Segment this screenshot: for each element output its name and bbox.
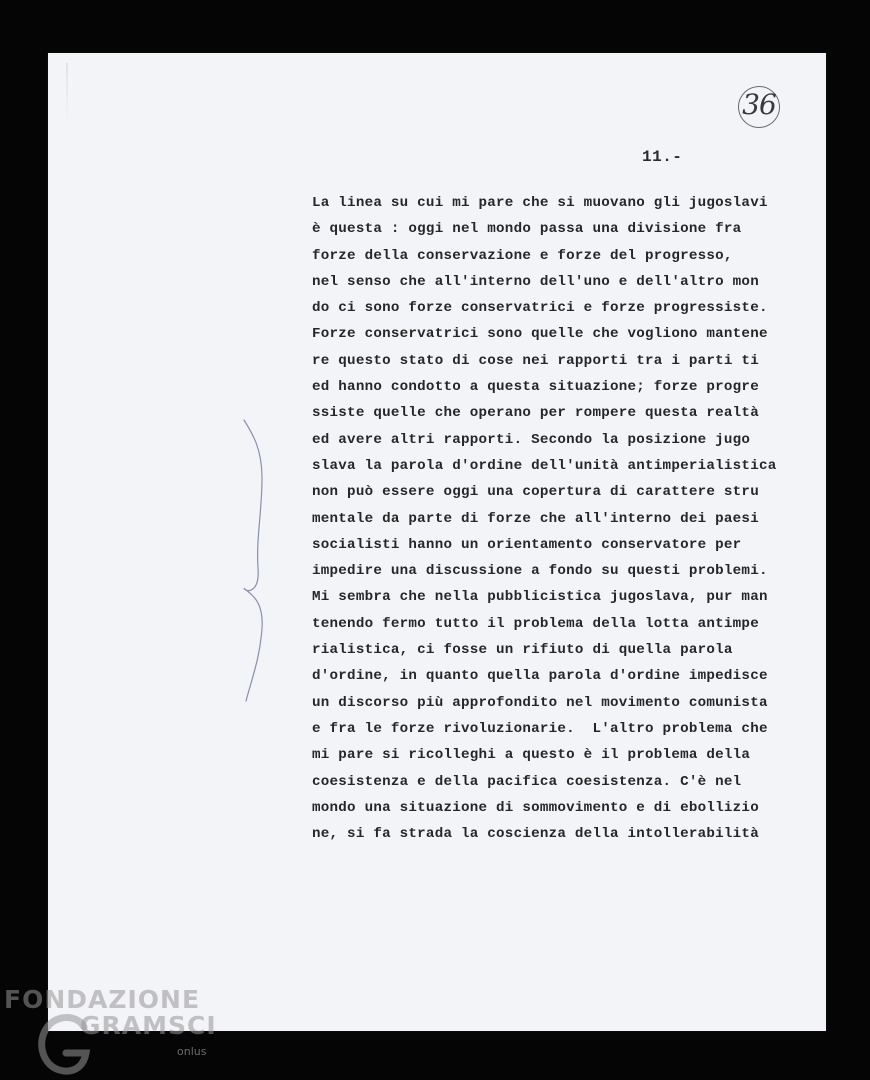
text-line: impedire una discussione a fondo su questi problemi. [312, 563, 768, 580]
text-line: d'ordine, in quanto quella parola d'ordine impedisce [312, 668, 768, 685]
text-line: tenendo fermo tutto il problema della lotta antimpe [312, 615, 759, 632]
margin-brace-mark [238, 418, 278, 703]
text-line: ssiste quelle che operano per rompere questa realtà [312, 405, 759, 422]
document-page [48, 53, 826, 1031]
text-line: re questo stato di cose nei rapporti tra i parti ti [312, 352, 759, 369]
text-line: e fra le forze rivoluzionarie. L'altro problema che [312, 720, 768, 737]
archive-number: 36 [742, 88, 776, 121]
watermark-line1: FONDAZIONE [4, 985, 201, 1014]
fondazione-gramsci-watermark [0, 985, 230, 1080]
page-number: 11.- [642, 148, 683, 166]
text-line: slava la parola d'ordine dell'unità antimperialistica [312, 457, 777, 474]
text-line: mi pare si ricolleghi a questo è il problema della [312, 747, 751, 764]
text-line: ed avere altri rapporti. Secondo la posizione jugo [312, 431, 751, 448]
text-line: è questa : oggi nel mondo passa una divisione fra [312, 221, 742, 238]
text-line: do ci sono forze conservatrici e forze progressiste. [312, 300, 768, 317]
text-line: La linea su cui mi pare che si muovano gli jugoslavi [312, 195, 768, 211]
text-line: forze della conservazione e forze del progresso, [312, 247, 733, 264]
typed-text-body [312, 190, 777, 847]
text-line: non può essere oggi una copertura di carattere stru [312, 484, 759, 501]
text-line: Forze conservatrici sono quelle che vogliono mantene [312, 326, 768, 343]
text-line: Mi sembra che nella pubblicistica jugoslava, pur man [312, 589, 768, 606]
watermark-onlus: onlus [177, 1045, 207, 1058]
text-line: rialistica, ci fosse un rifiuto di quella parola [312, 642, 733, 659]
text-line: un discorso più approfondito nel movimento comunista [312, 694, 768, 711]
text-line: coesistenza e della pacifica coesistenza. C'è nel [312, 773, 742, 790]
text-line: mentale da parte di forze che all'interno dei paesi [312, 510, 759, 527]
text-line: nel senso che all'interno dell'uno e dell'altro mon [312, 273, 759, 290]
text-line: ed hanno condotto a questa situazione; forze progre [312, 379, 759, 396]
text-line: ne, si fa strada la coscienza della intollerabilità [312, 826, 759, 843]
text-line: mondo una situazione di sommovimento e di ebollizio [312, 799, 759, 816]
text-line: socialisti hanno un orientamento conservatore per [312, 536, 742, 553]
watermark-line2: GRAMSCI [80, 1011, 217, 1040]
